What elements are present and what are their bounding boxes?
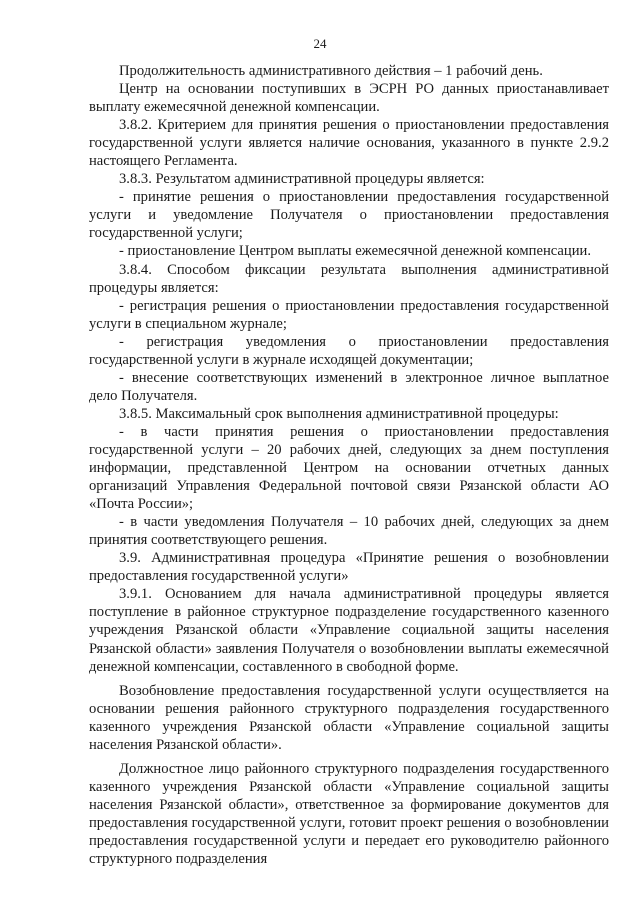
paragraph: - приостановление Центром выплаты ежемесячной денежной компенсации. — [119, 243, 591, 260]
paragraph: - регистрация уведомления о приостановлении предоставления государственной услуги в журнале исходящей документации; — [89, 333, 609, 368]
page-number: 24 — [313, 36, 327, 51]
paragraph: 3.8.3. Результатом административной процедуры является: — [119, 171, 485, 188]
paragraph: Должностное лицо районного структурного подразделения государственного казенного учреждения Рязанской области «Управление социальной защиты населения Рязанской области», ответственное за формирование документов для предоставления государственной услуги, готовит проект решения о возобновлении предоставления государственной услуги и передает его руководителю районного структурного подразделения — [89, 760, 609, 868]
paragraph: - в части принятия решения о приостановлении предоставления государственной услуги – 20 рабочих дней, следующих за днем поступления информации, представленной Центром на основании отчетных данных организаций Управления Федеральной почтовой связи Рязанской области АО «Почта России»; — [89, 423, 609, 513]
paragraph: 3.8.2. Критерием для принятия решения о приостановлении предоставления государственной услуги является наличие основания, указанного в пункте 2.9.2 настоящего Регламента. — [89, 117, 609, 170]
paragraph: 3.8.5. Максимальный срок выполнения административной процедуры: — [119, 405, 559, 422]
paragraph: Центр на основании поступивших в ЭСРН РО данных приостанавливает выплату ежемесячной денежной компенсации. — [89, 81, 609, 116]
paragraph: - внесение соответствующих изменений в электронное личное выплатное дело Получателя. — [89, 369, 609, 404]
paragraph: Возобновление предоставления государственной услуги осуществляется на основании решения районного структурного подразделения государственного казенного учреждения Рязанской области «Управление социальной защиты населения Рязанской области». — [89, 682, 609, 753]
paragraph: - в части уведомления Получателя – 10 рабочих дней, следующих за днем принятия соответствующего решения. — [89, 514, 609, 549]
paragraph: - принятие решения о приостановлении предоставления государственной услуги и уведомление Получателя о приостановлении предоставления государственной услуги; — [89, 189, 609, 242]
paragraph: 3.9. Административная процедура «Принятие решения о возобновлении предоставления государственной услуги» — [89, 550, 609, 585]
paragraph: - регистрация решения о приостановлении предоставления государственной услуги в специальном журнале; — [89, 297, 609, 332]
document-body — [89, 62, 609, 868]
paragraph: 3.8.4. Способом фиксации результата выполнения административной процедуры является: — [89, 261, 609, 296]
paragraph: Продолжительность административного действия – 1 рабочий день. — [119, 63, 543, 79]
paragraph: 3.9.1. Основанием для начала административной процедуры является поступление в районное структурное подразделение государственного казенного учреждения Рязанской области «Управление социальной защиты населения Рязанской области» заявления Получателя о возобновлении выплаты ежемесячной денежной компенсации, составленного в свободной форме. — [89, 586, 609, 675]
